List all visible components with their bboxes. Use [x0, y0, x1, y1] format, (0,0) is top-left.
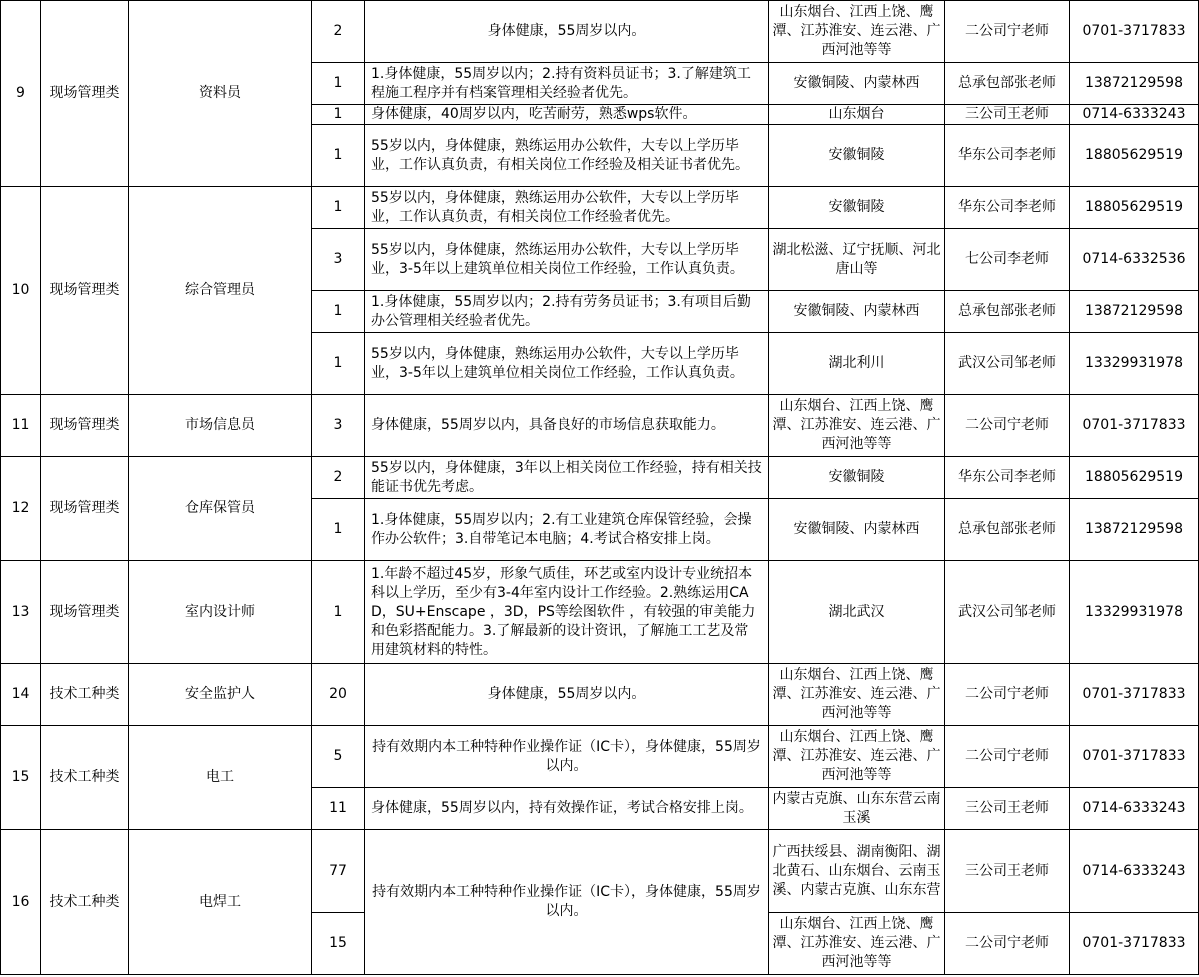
contact-person: 华东公司李老师	[945, 457, 1070, 499]
contact-person: 二公司宁老师	[945, 1, 1070, 63]
job-position: 综合管理员	[129, 187, 312, 395]
job-requirements: 身体健康，55周岁以内，持有效操作证，考试合格安排上岗。	[365, 788, 769, 830]
headcount: 1	[312, 291, 365, 333]
table-row	[1, 395, 1199, 457]
job-category: 技术工种类	[41, 830, 129, 975]
contact-phone: 18805629519	[1070, 125, 1199, 187]
headcount: 1	[312, 105, 365, 125]
contact-phone: 0714-6333243	[1070, 830, 1199, 913]
row-number: 10	[1, 187, 41, 395]
contact-person: 二公司宁老师	[945, 395, 1070, 457]
job-position: 电焊工	[129, 830, 312, 975]
table-row	[1, 457, 1199, 499]
contact-phone: 13872129598	[1070, 63, 1199, 105]
contact-phone: 13329931978	[1070, 561, 1199, 664]
table-row	[1, 187, 1199, 229]
row-number: 9	[1, 1, 41, 187]
headcount: 77	[312, 830, 365, 913]
job-requirements: 身体健康，55周岁以内。	[365, 1, 769, 63]
job-category: 技术工种类	[41, 664, 129, 726]
job-requirements: 55岁以内，身体健康，熟练运用办公软件，大专以上学历毕业，工作认真负责，有相关岗位工作经验及相关证书者优先。	[365, 125, 769, 187]
contact-person: 三公司王老师	[945, 830, 1070, 913]
headcount: 1	[312, 333, 365, 395]
headcount: 3	[312, 395, 365, 457]
job-requirements: 1.身体健康，55周岁以内；2.持有劳务员证书；3.有项目后勤办公管理相关经验者优先。	[365, 291, 769, 333]
headcount: 11	[312, 788, 365, 830]
contact-phone: 13872129598	[1070, 291, 1199, 333]
job-position: 资料员	[129, 1, 312, 187]
table-row	[1, 830, 1199, 913]
work-location: 安徽铜陵	[769, 125, 945, 187]
headcount: 1	[312, 499, 365, 561]
contact-person: 总承包部张老师	[945, 499, 1070, 561]
work-location: 安徽铜陵、内蒙林西	[769, 499, 945, 561]
headcount: 1	[312, 125, 365, 187]
contact-phone: 0714-6333243	[1070, 788, 1199, 830]
table-row	[1, 726, 1199, 788]
headcount: 3	[312, 229, 365, 291]
job-category: 现场管理类	[41, 187, 129, 395]
job-requirements: 1.身体健康，55周岁以内；2.持有资料员证书；3.了解建筑工程施工程序并有档案管理相关经验者优先。	[365, 63, 769, 105]
job-category: 现场管理类	[41, 1, 129, 187]
job-category: 技术工种类	[41, 726, 129, 830]
work-location: 山东烟台、江西上饶、鹰潭、江苏淮安、连云港、广西河池等等	[769, 1, 945, 63]
work-location: 山东烟台、江西上饶、鹰潭、江苏淮安、连云港、广西河池等等	[769, 913, 945, 975]
row-number: 11	[1, 395, 41, 457]
contact-person: 二公司宁老师	[945, 913, 1070, 975]
contact-person: 华东公司李老师	[945, 125, 1070, 187]
job-requirements: 55岁以内，身体健康，熟练运用办公软件，大专以上学历毕业，3-5年以上建筑单位相关岗位工作经验，工作认真负责。	[365, 333, 769, 395]
job-requirements: 55岁以内，身体健康，3年以上相关岗位工作经验，持有相关技能证书优先考虑。	[365, 457, 769, 499]
job-requirements: 持有效期内本工种特种作业操作证（IC卡），身体健康，55周岁以内。	[365, 830, 769, 975]
headcount: 1	[312, 63, 365, 105]
headcount: 1	[312, 561, 365, 664]
row-number: 16	[1, 830, 41, 975]
table-row	[1, 561, 1199, 664]
job-requirements: 55岁以内，身体健康，熟练运用办公软件，大专以上学历毕业，工作认真负责，有相关岗位工作经验者优先。	[365, 187, 769, 229]
work-location: 安徽铜陵	[769, 187, 945, 229]
work-location: 内蒙古克旗、山东东营云南玉溪	[769, 788, 945, 830]
job-requirements: 55岁以内，身体健康，然练运用办公软件，大专以上学历毕业，3-5年以上建筑单位相关岗位工作经验，工作认真负责。	[365, 229, 769, 291]
headcount: 5	[312, 726, 365, 788]
contact-phone: 0701-3717833	[1070, 913, 1199, 975]
row-number: 13	[1, 561, 41, 664]
headcount: 20	[312, 664, 365, 726]
work-location: 安徽铜陵	[769, 457, 945, 499]
contact-person: 总承包部张老师	[945, 291, 1070, 333]
contact-person: 七公司李老师	[945, 229, 1070, 291]
work-location: 湖北松滋、辽宁抚顺、河北唐山等	[769, 229, 945, 291]
row-number: 15	[1, 726, 41, 830]
job-position: 室内设计师	[129, 561, 312, 664]
contact-phone: 0701-3717833	[1070, 1, 1199, 63]
contact-phone: 0701-3717833	[1070, 664, 1199, 726]
contact-phone: 0714-6333243	[1070, 105, 1199, 125]
headcount: 2	[312, 457, 365, 499]
contact-phone: 13329931978	[1070, 333, 1199, 395]
contact-person: 总承包部张老师	[945, 63, 1070, 105]
job-position: 电工	[129, 726, 312, 830]
contact-person: 武汉公司邹老师	[945, 333, 1070, 395]
table-row	[1, 664, 1199, 726]
work-location: 湖北利川	[769, 333, 945, 395]
job-category: 现场管理类	[41, 395, 129, 457]
contact-person: 三公司王老师	[945, 788, 1070, 830]
row-number: 12	[1, 457, 41, 561]
job-requirements: 1.年龄不超过45岁，形象气质佳，环艺或室内设计专业统招本科以上学历，至少有3-4年室内设计工作经验。2.熟练运用CAD，SU+Enscape ，3D，PS等绘图软件 ，有较强的审美能力和色彩搭配能力。3.了解最新的设计资讯，了解施工工艺及常用建筑材料的特性。	[365, 561, 769, 664]
table-body	[1, 1, 1199, 975]
work-location: 安徽铜陵、内蒙林西	[769, 63, 945, 105]
row-number: 14	[1, 664, 41, 726]
table-row	[1, 1, 1199, 63]
contact-phone: 0701-3717833	[1070, 395, 1199, 457]
job-requirements: 身体健康，55周岁以内，具备良好的市场信息获取能力。	[365, 395, 769, 457]
job-category: 现场管理类	[41, 457, 129, 561]
job-position: 安全监护人	[129, 664, 312, 726]
headcount: 2	[312, 1, 365, 63]
job-position: 市场信息员	[129, 395, 312, 457]
job-category: 现场管理类	[41, 561, 129, 664]
job-requirements: 1.身体健康，55周岁以内；2.有工业建筑仓库保管经验，会操作办公软件；3.自带笔记本电脑；4.考试合格安排上岗。	[365, 499, 769, 561]
job-requirements: 身体健康，40周岁以内，吃苦耐劳，熟悉wps软件。	[365, 105, 769, 125]
contact-phone: 18805629519	[1070, 187, 1199, 229]
work-location: 湖北武汉	[769, 561, 945, 664]
work-location: 山东烟台	[769, 105, 945, 125]
work-location: 山东烟台、江西上饶、鹰潭、江苏淮安、连云港、广西河池等等	[769, 395, 945, 457]
job-requirements: 持有效期内本工种特种作业操作证（IC卡），身体健康，55周岁以内。	[365, 726, 769, 788]
contact-person: 二公司宁老师	[945, 726, 1070, 788]
contact-phone: 0701-3717833	[1070, 726, 1199, 788]
work-location: 安徽铜陵、内蒙林西	[769, 291, 945, 333]
headcount: 1	[312, 187, 365, 229]
work-location: 山东烟台、江西上饶、鹰潭、江苏淮安、连云港、广西河池等等	[769, 726, 945, 788]
contact-phone: 0714-6332536	[1070, 229, 1199, 291]
contact-person: 华东公司李老师	[945, 187, 1070, 229]
job-requirements: 身体健康，55周岁以内。	[365, 664, 769, 726]
contact-person: 武汉公司邹老师	[945, 561, 1070, 664]
headcount: 15	[312, 913, 365, 975]
contact-person: 三公司王老师	[945, 105, 1070, 125]
work-location: 广西扶绥县、湖南衡阳、湖北黄石、山东烟台、云南玉溪、内蒙古克旗、山东东营	[769, 830, 945, 913]
contact-person: 二公司宁老师	[945, 664, 1070, 726]
work-location: 山东烟台、江西上饶、鹰潭、江苏淮安、连云港、广西河池等等	[769, 664, 945, 726]
contact-phone: 18805629519	[1070, 457, 1199, 499]
contact-phone: 13872129598	[1070, 499, 1199, 561]
job-position: 仓库保管员	[129, 457, 312, 561]
